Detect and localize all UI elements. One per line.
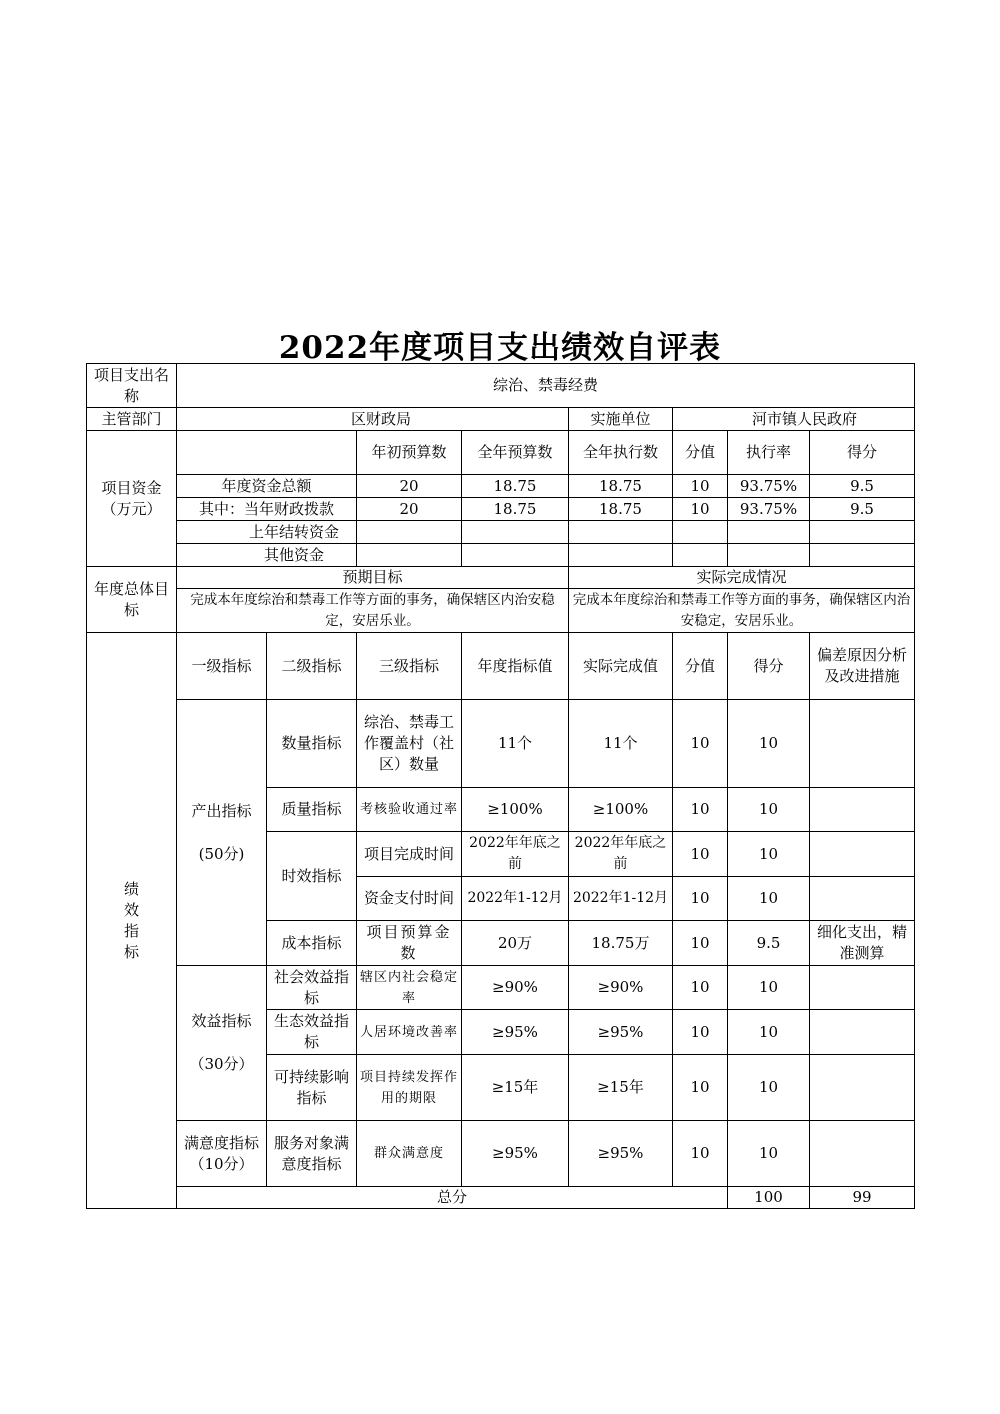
timeliness-indicator-label: 时效指标 [267,832,357,921]
funds-header: 得分 [810,431,915,475]
indicator-score: 10 [728,1121,810,1187]
indicator-points: 10 [673,1055,728,1121]
quantity-indicator-label: 数量指标 [267,700,357,788]
indicator-note [810,1010,915,1055]
funds-row [87,475,915,498]
page-title: 2022年度项目支出绩效自评表 [278,330,722,366]
indicator-note [810,966,915,1010]
actual-result-text: 完成本年度综治和禁毒工作等方面的事务，确保辖区内治安稳定，安居乐业。 [569,589,915,633]
indicator-score: 9.5 [728,921,810,966]
funds-cell [357,544,462,567]
funds-cell: 18.75 [462,498,569,521]
indicator-target: 2022年1-12月 [462,877,569,921]
funds-cell: 18.75 [569,498,673,521]
funds-row-label: 其他资金 [177,544,357,567]
indicator-actual: ≥95% [569,1010,673,1055]
indicator-note [810,832,915,877]
indicator-header: 分值 [673,633,728,700]
unit-label: 实施单位 [569,408,673,431]
total-points: 100 [728,1187,810,1209]
expected-goal-text: 完成本年度综治和禁毒工作等方面的事务，确保辖区内治安稳定，安居乐业。 [177,589,569,633]
funds-cell: 10 [673,498,728,521]
expected-goal-header: 预期目标 [177,567,569,589]
total-score: 99 [810,1187,915,1209]
indicator-points: 10 [673,877,728,921]
total-label: 总分 [177,1187,728,1209]
indicator-actual: ≥15年 [569,1055,673,1121]
output-label-text: 产出指标 [191,801,252,820]
quality-indicator-label: 质量指标 [267,788,357,832]
indicator-points: 10 [673,832,728,877]
indicator-score: 10 [728,1010,810,1055]
indicator-actual: 11个 [569,700,673,788]
funds-cell [810,521,915,544]
funds-cell [462,521,569,544]
funds-cell: 18.75 [569,475,673,498]
eco-indicator-label: 生态效益指标 [267,1010,357,1055]
benefit-indicator-label [177,966,267,1121]
funds-header: 全年预算数 [462,431,569,475]
output-indicator-label [177,700,267,966]
funds-cell: 20 [357,498,462,521]
indicator-target: ≥95% [462,1010,569,1055]
funds-cell: 93.75% [728,475,810,498]
indicator-note [810,700,915,788]
funds-row [87,544,915,567]
indicator-actual: ≥95% [569,1121,673,1187]
funds-cell [728,544,810,567]
social-indicator-label: 社会效益指标 [267,966,357,1010]
actual-result-header: 实际完成情况 [569,567,915,589]
indicator-score: 10 [728,966,810,1010]
satisfaction-score-text: （10分） [189,1154,254,1173]
indicators-label [87,633,177,1209]
funds-row-label: 其中：当年财政拨款 [177,498,357,521]
dept-label: 主管部门 [87,408,177,431]
indicator-target: ≥100% [462,788,569,832]
funds-cell: 93.75% [728,498,810,521]
funds-cell [673,544,728,567]
indicator-name: 人居环境改善率 [357,1010,462,1055]
funds-cell: 10 [673,475,728,498]
funds-cell: 18.75 [462,475,569,498]
indicators-label-text: 绩效指标 [124,879,140,961]
indicator-actual: ≥90% [569,966,673,1010]
dept-value: 区财政局 [177,408,569,431]
indicator-target: 20万 [462,921,569,966]
indicator-score: 10 [728,1055,810,1121]
funds-cell [569,544,673,567]
indicator-name: 资金支付时间 [357,877,462,921]
output-score-text: (50分) [198,844,245,863]
indicator-target: ≥95% [462,1121,569,1187]
benefit-score-text: （30分） [189,1055,254,1073]
project-name-value: 综治、禁毒经费 [177,364,915,408]
indicator-header: 年度指标值 [462,633,569,700]
indicator-header: 得分 [728,633,810,700]
indicator-name: 群众满意度 [357,1121,462,1187]
funds-row-label: 年度资金总额 [177,475,357,498]
performance-table [86,363,915,1209]
indicator-header: 一级指标 [177,633,267,700]
indicator-header: 偏差原因分析及改进措施 [810,633,915,700]
indicator-note [810,788,915,832]
indicator-points: 10 [673,966,728,1010]
funds-cell: 9.5 [810,498,915,521]
indicator-points: 10 [673,788,728,832]
indicator-name: 考核验收通过率 [357,788,462,832]
indicator-target: 11个 [462,700,569,788]
indicator-points: 10 [673,1121,728,1187]
indicator-score: 10 [728,788,810,832]
unit-value: 河市镇人民政府 [673,408,915,431]
indicator-actual: ≥100% [569,788,673,832]
indicator-score: 10 [728,832,810,877]
funds-cell: 20 [357,475,462,498]
indicator-header: 实际完成值 [569,633,673,700]
funds-header: 执行率 [728,431,810,475]
indicator-header: 二级指标 [267,633,357,700]
indicator-actual: 18.75万 [569,921,673,966]
funds-cell [357,521,462,544]
indicator-score: 10 [728,877,810,921]
benefit-label-text: 效益指标 [191,1012,252,1030]
service-satisfaction-label: 服务对象满意度指标 [267,1121,357,1187]
indicator-name: 综治、禁毒工作覆盖村（社区）数量 [357,700,462,788]
indicator-name: 辖区内社会稳定率 [357,966,462,1010]
funds-row-label: 上年结转资金 [177,521,357,544]
indicator-score: 10 [728,700,810,788]
indicator-points: 10 [673,1010,728,1055]
funds-label: 项目资金（万元） [87,431,177,567]
indicator-points: 10 [673,921,728,966]
funds-cell [728,521,810,544]
funds-header: 分值 [673,431,728,475]
cost-indicator-label: 成本指标 [267,921,357,966]
satisfaction-label-text: 满意度指标 [183,1133,259,1152]
satisfaction-indicator-label [177,1121,267,1187]
indicator-name: 项目完成时间 [357,832,462,877]
funds-cell: 9.5 [810,475,915,498]
sustain-indicator-label: 可持续影响指标 [267,1055,357,1121]
funds-row [87,498,915,521]
funds-header: 全年执行数 [569,431,673,475]
indicator-header: 三级指标 [357,633,462,700]
funds-header-blank [177,431,357,475]
indicator-target: ≥90% [462,966,569,1010]
funds-cell [462,544,569,567]
funds-cell [569,521,673,544]
indicator-actual: 2022年1-12月 [569,877,673,921]
indicator-actual: 2022年年底之前 [569,832,673,877]
funds-cell [810,544,915,567]
indicator-note [810,1121,915,1187]
indicator-name: 项目预算金数 [357,921,462,966]
indicator-target: 2022年年底之前 [462,832,569,877]
goals-label: 年度总体目标 [87,567,177,633]
indicator-note [810,1055,915,1121]
indicator-target: ≥15年 [462,1055,569,1121]
project-name-label: 项目支出名称 [87,364,177,408]
indicator-points: 10 [673,700,728,788]
funds-cell [673,521,728,544]
funds-row [87,521,915,544]
funds-header: 年初预算数 [357,431,462,475]
indicator-note: 细化支出，精准测算 [810,921,915,966]
indicator-note [810,877,915,921]
indicator-name: 项目持续发挥作用的期限 [357,1055,462,1121]
